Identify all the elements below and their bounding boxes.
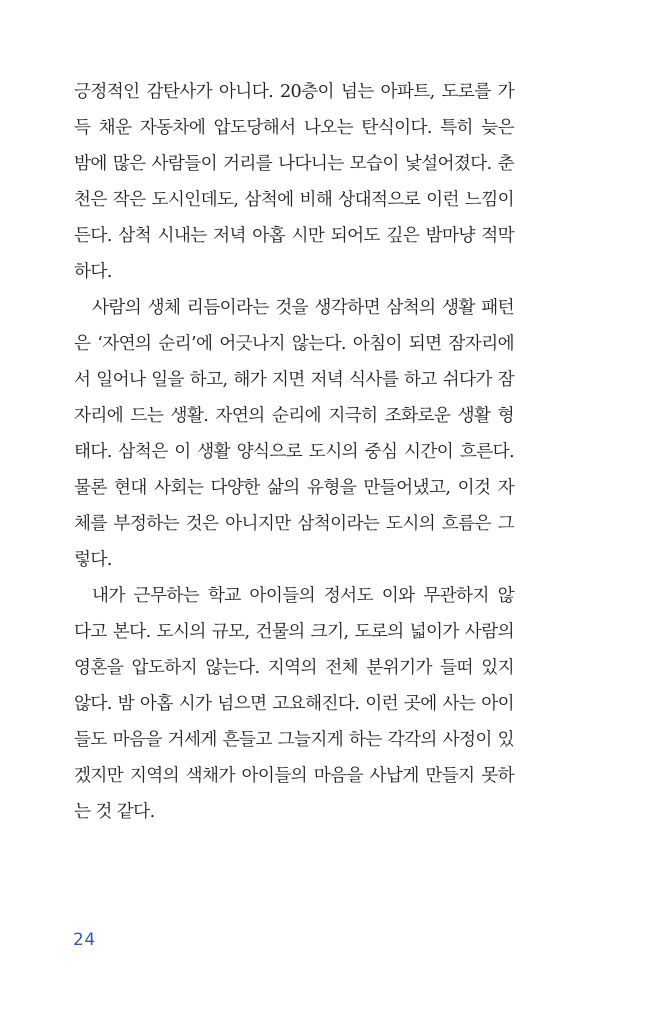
text-line: 밤에 많은 사람들이 거리를 나다니는 모습이 낯설어졌다. 춘 [74, 154, 514, 174]
text-line: 태다. 삼척은 이 생활 양식으로 도시의 중심 시간이 흐른다. [74, 442, 514, 462]
text-line: 겠지만 지역의 색채가 아이들의 마음을 사납게 만들지 못하 [74, 766, 514, 786]
text-line: 사람의 생체 리듬이라는 것을 생각하면 삼척의 생활 패턴 [92, 298, 514, 318]
text-line: 득 채운 자동차에 압도당해서 나오는 탄식이다. 특히 늦은 [74, 118, 514, 138]
paragraph-2 [74, 290, 514, 578]
paragraph-1 [74, 74, 514, 290]
text-line: 자리에 드는 생활. 자연의 순리에 지극히 조화로운 생활 형 [74, 406, 514, 426]
text-line: 체를 부정하는 것은 아니지만 삼척이라는 도시의 흐름은 그 [74, 514, 514, 534]
text-line: 은 ‘자연의 순리’에 어긋나지 않는다. 아침이 되면 잠자리에 [74, 334, 514, 354]
page-number: 24 [73, 930, 96, 950]
text-line: 하다. [74, 262, 112, 282]
text-line: 않다. 밤 아홉 시가 넘으면 고요해진다. 이런 곳에 사는 아이 [74, 694, 514, 714]
text-line: 렇다. [74, 550, 112, 570]
text-line: 다고 본다. 도시의 규모, 건물의 크기, 도로의 넓이가 사람의 [74, 622, 514, 642]
text-line: 긍정적인 감탄사가 아니다. 20층이 넘는 아파트, 도로를 가 [74, 82, 514, 102]
text-line: 는 것 같다. [74, 802, 155, 822]
paragraph-3 [74, 578, 514, 830]
text-line: 들도 마음을 거세게 흔들고 그늘지게 하는 각각의 사정이 있 [74, 730, 514, 750]
text-line: 내가 근무하는 학교 아이들의 정서도 이와 무관하지 않 [92, 586, 514, 606]
text-line: 든다. 삼척 시내는 저녁 아홉 시만 되어도 깊은 밤마냥 적막 [74, 226, 514, 246]
text-line: 서 일어나 일을 하고, 해가 지면 저녁 식사를 하고 쉬다가 잠 [74, 370, 514, 390]
body-text [74, 74, 514, 830]
text-line: 천은 작은 도시인데도, 삼척에 비해 상대적으로 이런 느낌이 [74, 190, 514, 210]
text-line: 영혼을 압도하지 않는다. 지역의 전체 분위기가 들떠 있지 [74, 658, 514, 678]
text-line: 물론 현대 사회는 다양한 삶의 유형을 만들어냈고, 이것 자 [74, 478, 514, 498]
